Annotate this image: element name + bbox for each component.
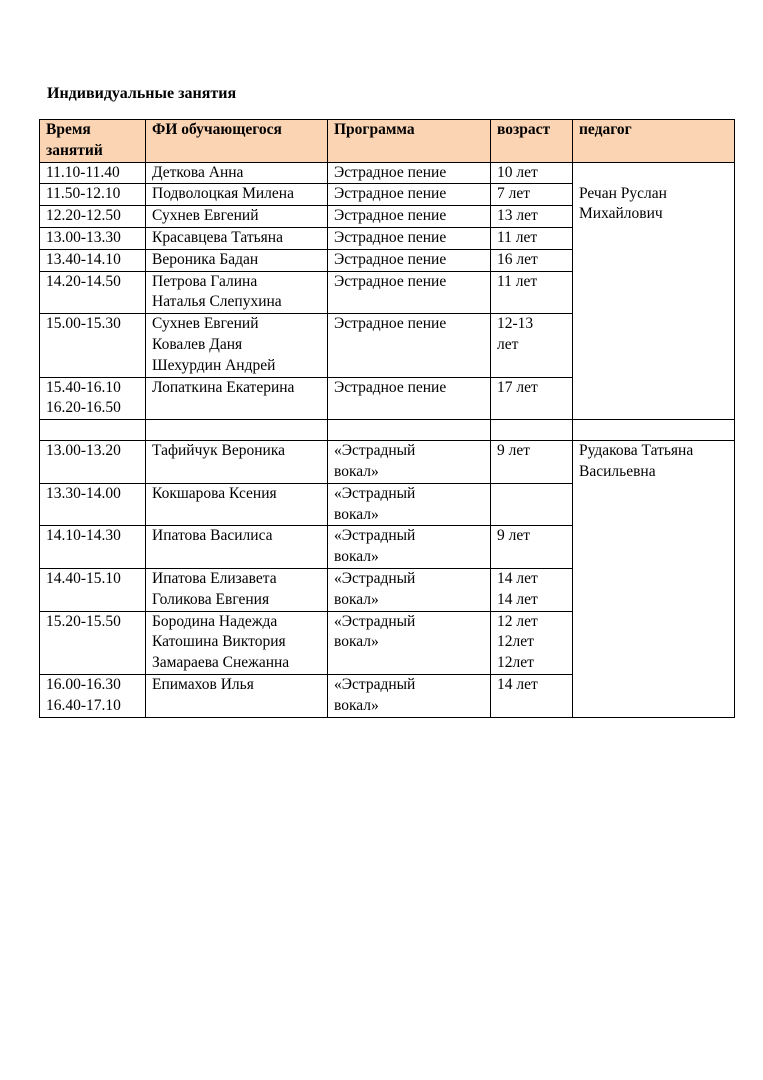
time-cell-line: 12.20-12.50: [46, 207, 121, 225]
program-cell: [328, 314, 491, 377]
separator-row: [40, 420, 735, 441]
time-cell: [40, 206, 146, 228]
header-student: ФИ обучающегося: [146, 120, 328, 163]
student-cell-line: Деткова Анна: [152, 163, 244, 181]
time-cell: [40, 526, 146, 569]
student-cell-line: Шехурдин Андрей: [152, 356, 276, 374]
program-cell: [328, 227, 491, 249]
empty-cell: [328, 420, 491, 441]
time-cell-line: 13.00-13.30: [46, 228, 121, 246]
schedule-body: [40, 162, 735, 717]
program-cell: [328, 271, 491, 314]
age-cell-line: 14 лет: [497, 569, 538, 587]
schedule-table: [39, 119, 735, 718]
student-cell: [146, 162, 328, 184]
age-cell-line: лет: [497, 335, 519, 353]
program-cell-line: «Эстрадный: [334, 442, 416, 460]
time-cell-line: 14.40-15.10: [46, 569, 121, 587]
student-cell-line: Катошина Виктория: [152, 633, 286, 651]
document-title: Индивидуальные занятия: [47, 85, 237, 102]
age-cell: [491, 206, 573, 228]
student-cell-line: Замараева Снежанна: [152, 654, 290, 672]
time-cell: [40, 377, 146, 420]
age-cell: [491, 184, 573, 206]
student-cell: [146, 249, 328, 271]
age-cell-line: 7 лет: [497, 185, 531, 203]
header-row: [40, 120, 735, 163]
student-cell-line: Ипатова Василиса: [152, 527, 273, 545]
program-cell-line: Эстрадное пение: [334, 207, 447, 225]
student-cell: [146, 611, 328, 674]
time-cell: [40, 227, 146, 249]
empty-cell: [491, 420, 573, 441]
student-cell-line: Ипатова Елизавета: [152, 569, 277, 587]
time-cell: [40, 249, 146, 271]
time-cell: [40, 674, 146, 717]
program-cell: [328, 611, 491, 674]
time-cell: [40, 483, 146, 526]
student-cell: [146, 271, 328, 314]
age-cell: [491, 249, 573, 271]
age-cell-line: 11 лет: [497, 228, 538, 246]
age-cell: [491, 271, 573, 314]
age-cell: [491, 674, 573, 717]
program-cell-line: «Эстрадный: [334, 484, 416, 502]
time-cell-line: 14.20-14.50: [46, 272, 121, 290]
age-cell-line: 13 лет: [497, 207, 538, 225]
student-cell-line: Кокшарова Ксения: [152, 484, 277, 502]
program-cell: [328, 526, 491, 569]
program-cell-line: вокал»: [334, 696, 379, 714]
age-cell-line: 14 лет: [497, 675, 538, 693]
student-cell: [146, 526, 328, 569]
time-cell: [40, 441, 146, 484]
student-cell-line: Сухнев Евгений: [152, 207, 259, 225]
header-time: Время занятий: [40, 120, 146, 163]
teacher-cell: [573, 441, 735, 717]
age-cell-line: 12-13: [497, 315, 534, 333]
student-cell: [146, 206, 328, 228]
time-cell-line: 16.40-17.10: [46, 696, 121, 714]
teacher-name: Рудакова Татьяна Васильевна: [579, 442, 694, 480]
student-cell-line: Петрова Галина: [152, 272, 258, 290]
age-cell: [491, 568, 573, 611]
student-cell-line: Бородина Надежда: [152, 612, 278, 630]
age-cell-line: 14 лет: [497, 590, 538, 608]
program-cell-line: Эстрадное пение: [334, 315, 447, 333]
program-cell-line: вокал»: [334, 505, 379, 523]
student-cell: [146, 184, 328, 206]
age-cell-line: 16 лет: [497, 250, 538, 268]
program-cell-line: Эстрадное пение: [334, 272, 447, 290]
age-cell: [491, 227, 573, 249]
program-cell-line: «Эстрадный: [334, 569, 416, 587]
age-cell-line: 12 лет: [497, 612, 538, 630]
time-cell: [40, 271, 146, 314]
student-cell: [146, 227, 328, 249]
empty-cell: [573, 420, 735, 441]
student-cell-line: Подволоцкая Милена: [152, 185, 294, 203]
age-cell: [491, 611, 573, 674]
age-cell-line: 11 лет: [497, 272, 538, 290]
student-cell: [146, 674, 328, 717]
student-cell-line: Тафийчук Вероника: [152, 442, 286, 460]
student-cell: [146, 377, 328, 420]
program-cell: [328, 674, 491, 717]
time-cell-line: 15.40-16.10: [46, 378, 121, 396]
student-cell-line: Вероника Бадан: [152, 250, 259, 268]
header-teacher: педагог: [573, 120, 735, 163]
program-cell-line: «Эстрадный: [334, 675, 416, 693]
empty-cell: [146, 420, 328, 441]
program-cell-line: Эстрадное пение: [334, 185, 447, 203]
time-cell-line: 13.40-14.10: [46, 250, 121, 268]
student-cell-line: Ковалев Даня: [152, 335, 243, 353]
time-cell-line: 11.10-11.40: [46, 163, 120, 181]
time-cell-line: 16.00-16.30: [46, 675, 121, 693]
student-cell-line: Красавцева Татьяна: [152, 228, 283, 246]
student-cell-line: Лопаткина Екатерина: [152, 378, 295, 396]
program-cell-line: Эстрадное пение: [334, 250, 447, 268]
table-row: [40, 162, 735, 184]
table-row: [40, 441, 735, 484]
program-cell-line: Эстрадное пение: [334, 228, 447, 246]
program-cell: [328, 441, 491, 484]
program-cell-line: «Эстрадный: [334, 612, 416, 630]
program-cell-line: Эстрадное пение: [334, 378, 447, 396]
age-cell: [491, 526, 573, 569]
program-cell: [328, 568, 491, 611]
age-cell: [491, 162, 573, 184]
time-cell-line: 15.20-15.50: [46, 612, 121, 630]
age-cell-line: 17 лет: [497, 378, 538, 396]
program-cell: [328, 483, 491, 526]
student-cell-line: Епимахов Илья: [152, 675, 254, 693]
program-cell-line: вокал»: [334, 590, 379, 608]
student-cell-line: Наталья Слепухина: [152, 293, 282, 311]
program-cell-line: вокал»: [334, 633, 379, 651]
age-cell: [491, 377, 573, 420]
time-cell-line: 13.30-14.00: [46, 484, 121, 502]
time-cell: [40, 162, 146, 184]
time-cell-line: 13.00-13.20: [46, 442, 121, 460]
time-cell: [40, 184, 146, 206]
program-cell-line: вокал»: [334, 548, 379, 566]
header-program: Программа: [328, 120, 491, 163]
age-cell-line: 9 лет: [497, 442, 531, 460]
age-cell: [491, 483, 573, 526]
time-cell: [40, 568, 146, 611]
time-cell: [40, 611, 146, 674]
age-cell: [491, 441, 573, 484]
program-cell-line: «Эстрадный: [334, 527, 416, 545]
program-cell: [328, 184, 491, 206]
teacher-name: Речан Руслан Михайлович: [579, 184, 667, 223]
time-cell-line: 14.10-14.30: [46, 527, 121, 545]
age-cell-line: 9 лет: [497, 527, 531, 545]
age-cell-line: 10 лет: [497, 163, 538, 181]
age-cell-line: 12лет: [497, 633, 534, 651]
age-cell-line: 12лет: [497, 654, 534, 672]
time-cell-line: 11.50-12.10: [46, 185, 121, 203]
program-cell: [328, 206, 491, 228]
student-cell-line: Голикова Евгения: [152, 590, 270, 608]
time-cell-line: 16.20-16.50: [46, 399, 121, 417]
student-cell: [146, 483, 328, 526]
program-cell: [328, 249, 491, 271]
program-cell-line: Эстрадное пение: [334, 163, 447, 181]
program-cell-line: вокал»: [334, 462, 379, 480]
program-cell: [328, 162, 491, 184]
teacher-cell: [573, 162, 735, 420]
student-cell: [146, 441, 328, 484]
empty-cell: [40, 420, 146, 441]
age-cell: [491, 314, 573, 377]
student-cell: [146, 314, 328, 377]
student-cell-line: Сухнев Евгений: [152, 315, 259, 333]
time-cell: [40, 314, 146, 377]
time-cell-line: 15.00-15.30: [46, 315, 121, 333]
program-cell: [328, 377, 491, 420]
student-cell: [146, 568, 328, 611]
header-age: возраст: [491, 120, 573, 163]
